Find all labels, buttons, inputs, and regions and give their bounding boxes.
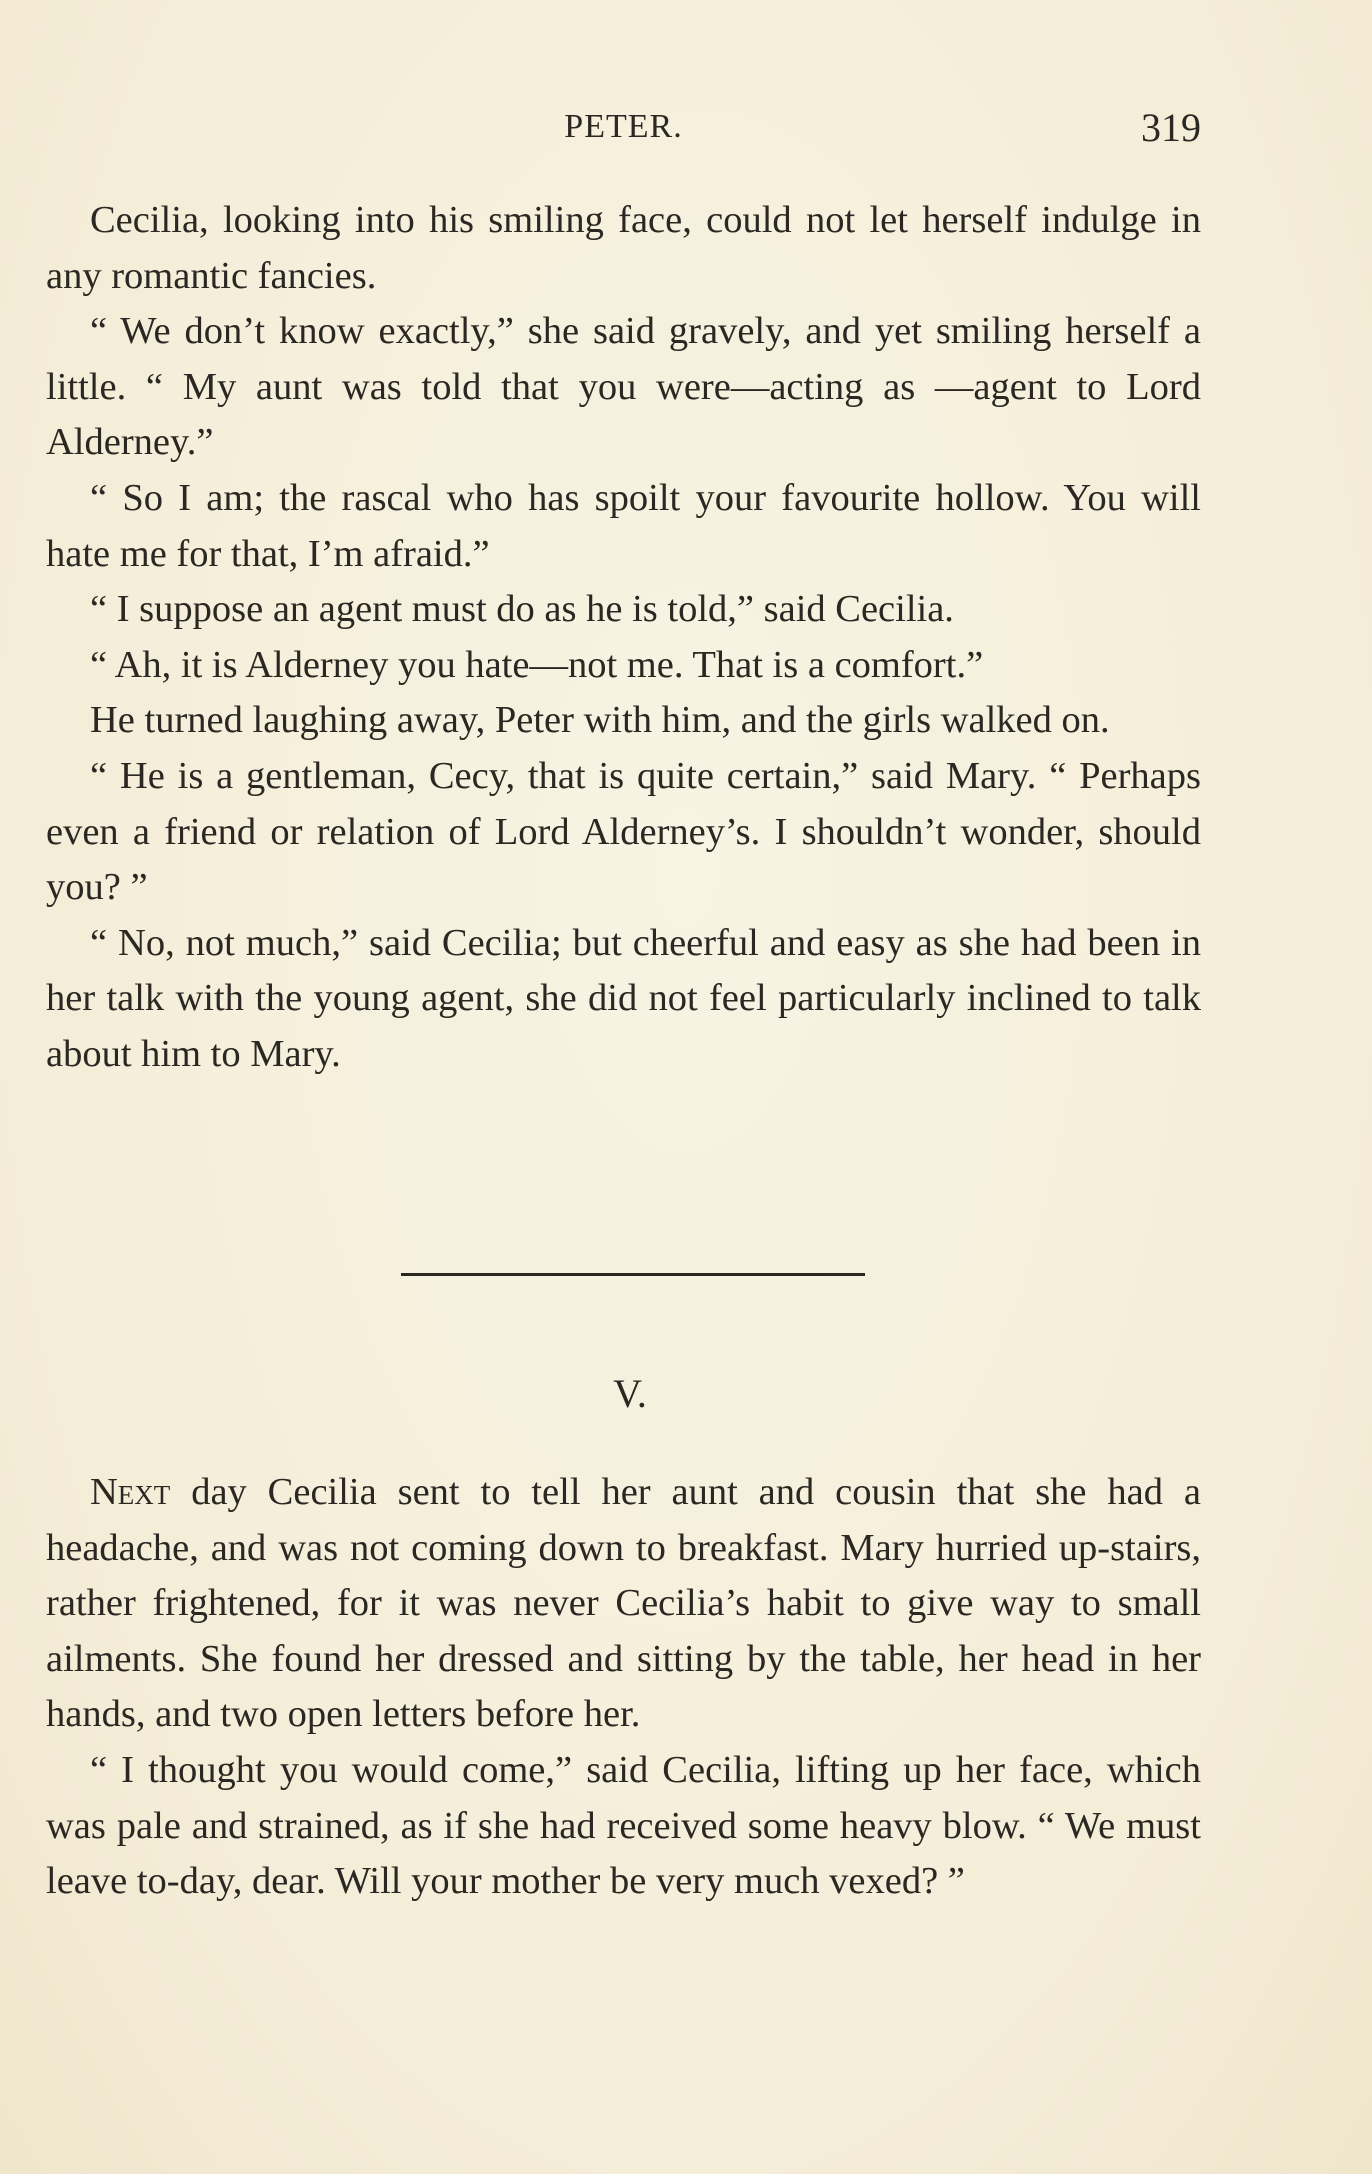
section-heading: V. (613, 1371, 647, 1416)
paragraph: “ Ah, it is Alderney you hate—not me. That is a comfort.” (90, 643, 984, 686)
text-block-2 (46, 1465, 1201, 1910)
page-number: 319 (1141, 105, 1201, 150)
opening-word: Next (90, 1471, 171, 1513)
paragraph: “ I suppose an agent must do as he is told,” said Cecilia. (90, 588, 954, 631)
paragraph: “ So I am; the rascal who has spoilt your favourite hollow. You will hate me for that, I’m afraid.” (46, 476, 1201, 575)
running-title: PETER. (564, 108, 683, 145)
paragraph: “ No, not much,” said Cecilia; but cheerful and easy as she had been in her talk with the young agent, she did not feel particularly inclined to talk about him to Mary. (46, 921, 1201, 1075)
paragraph: “ I thought you would come,” said Cecilia, lifting up her face, which was pale and strained, as if she had received some heavy blow. “ We must leave to-day, dear. Will your mother be very much vexed? ” (46, 1748, 1201, 1903)
opening-paragraph (46, 1465, 1201, 1743)
paragraph: “ We don’t know exactly,” she said gravely, and yet smiling herself a little. “ My aunt was told that you were—acting as —agent to Lord Alderney.” (46, 310, 1201, 464)
opening-paragraph-text: day Cecilia sent to tell her aunt and cousin that she had a headache, and was not coming down to breakfast. Mary hurried up-stairs, rather frightened, for it was never Cecilia’s habit to give way to small ailments. She found her dressed and sitting by the table, her head in her hands, and two open letters before her. (46, 1471, 1201, 1736)
text-block-1 (46, 193, 1201, 1083)
paragraph: He turned laughing away, Peter with him, and the girls walked on. (90, 699, 1110, 742)
paragraph: Cecilia, looking into his smiling face, could not let herself indulge in any romantic fancies. (46, 199, 1201, 297)
page-header (46, 105, 1201, 158)
section-divider (401, 1273, 865, 1276)
paragraph: “ He is a gentleman, Cecy, that is quite certain,” said Mary. “ Perhaps even a friend or relation of Lord Alderney’s. I shouldn’t wonder, should you? ” (46, 754, 1201, 909)
